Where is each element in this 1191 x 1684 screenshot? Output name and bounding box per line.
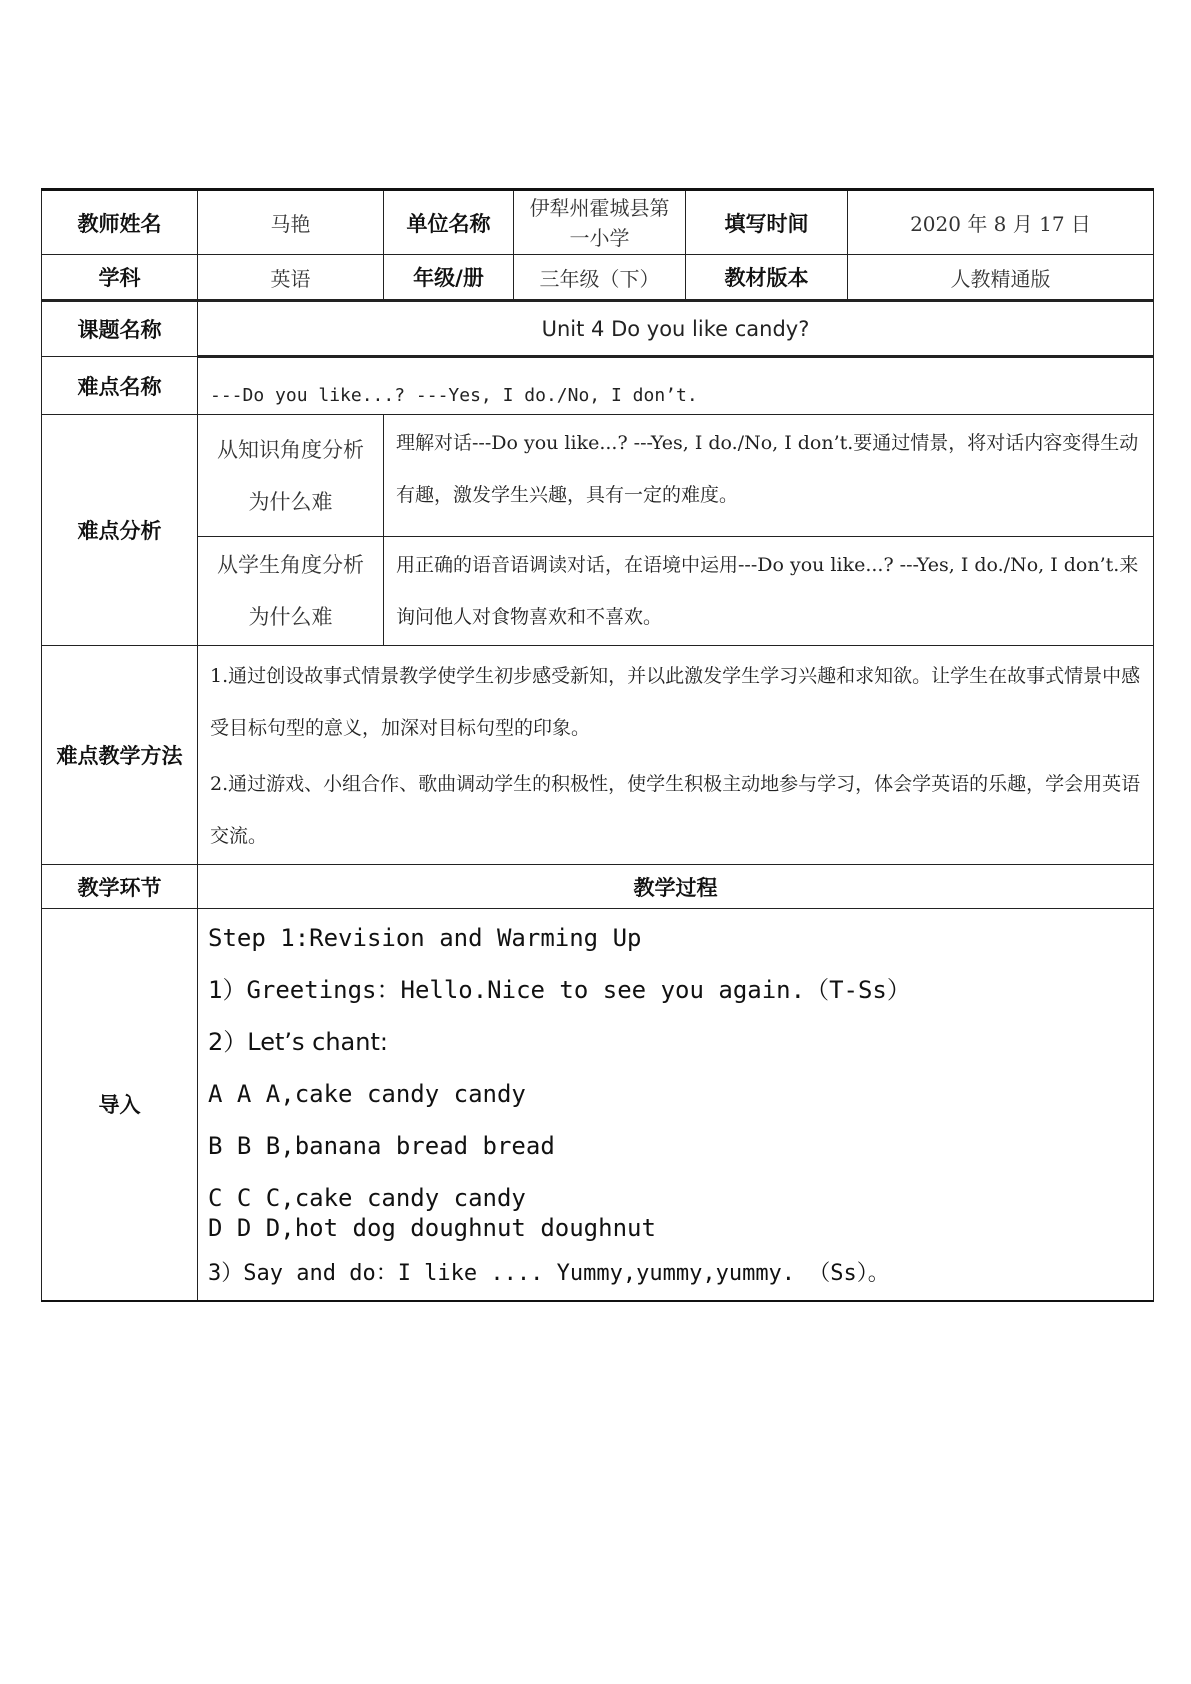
stage-label: 教学环节 [42,865,198,909]
chant-heading: 2）Let’s chant: [208,1028,388,1056]
intro-content [198,909,1154,1301]
header-row-2 [42,255,1154,301]
method-item-1: 1.通过创设故事式情景教学使学生初步感受新知，并以此激发学生学习兴趣和求知欲。让学生在故事式情景中感受目标句型的意义，加深对目标句型的印象。 [210,665,1141,739]
chant-line-d: D D D,hot dog doughnut doughnut [208,1214,656,1242]
greetings-line: 1）Greetings：Hello.Nice to see you again.（T-Ss） [208,976,911,1004]
method-item-2: 2.通过游戏、小组合作、歌曲调动学生的积极性，使学生积极主动地参与学习，体会学英语的乐趣，学会用英语交流。 [210,773,1141,847]
grade-label: 年级/册 [384,255,514,301]
subject-value: 英语 [198,255,384,301]
method-row [42,646,1154,865]
intro-row [42,909,1154,1301]
chant-line-b: B B B,banana bread bread [208,1132,555,1160]
chant-line-a: A A A,cake candy candy [208,1080,526,1108]
lesson-plan-table [41,188,1154,1302]
knowledge-angle-label: 从知识角度分析为什么难 [198,415,384,537]
topic-row [42,301,1154,357]
textbook-label: 教材版本 [686,255,848,301]
method-label: 难点教学方法 [42,646,198,865]
topic-label: 课题名称 [42,301,198,357]
header-row-1 [42,190,1154,255]
unit-name-label: 单位名称 [384,190,514,255]
method-content [198,646,1154,865]
knowledge-angle-text: 理解对话---Do you like...? ---Yes, I do./No, I don’t.要通过情景，将对话内容变得生动有趣，激发学生兴趣，具有一定的难度。 [384,415,1154,537]
difficulty-row [42,357,1154,415]
grade-value: 三年级（下） [514,255,686,301]
intro-label: 导入 [42,909,198,1301]
unit-name-value: 伊犁州霍城县第一小学 [514,190,686,255]
subject-label: 学科 [42,255,198,301]
fill-date-label: 填写时间 [686,190,848,255]
fill-date-value: 2020 年 8 月 17 日 [848,190,1154,255]
analysis-student-row [42,537,1154,646]
analysis-knowledge-row [42,415,1154,537]
process-label: 教学过程 [198,865,1154,909]
teacher-name-value: 马艳 [198,190,384,255]
difficulty-label: 难点名称 [42,357,198,415]
student-angle-text: 用正确的语音语调读对话，在语境中运用---Do you like...? ---Yes, I do./No, I don’t.来询问他人对食物喜欢和不喜欢。 [384,537,1154,646]
teacher-name-label: 教师姓名 [42,190,198,255]
step-1-title: Step 1:Revision and Warming Up [208,924,642,952]
analysis-label: 难点分析 [42,415,198,646]
student-angle-label: 从学生角度分析为什么难 [198,537,384,646]
topic-value: Unit 4 Do you like candy? [198,301,1154,357]
lesson-plan-sheet [41,188,1153,1302]
chant-line-c: C C C,cake candy candy [208,1184,526,1212]
difficulty-value: ---Do you like...? ---Yes, I do./No, I don’t. [198,357,1154,415]
textbook-value: 人教精通版 [848,255,1154,301]
say-and-do-line: 3）Say and do：I like .... Yummy,yummy,yummy. （Ss）。 [208,1261,890,1286]
process-header-row [42,865,1154,909]
